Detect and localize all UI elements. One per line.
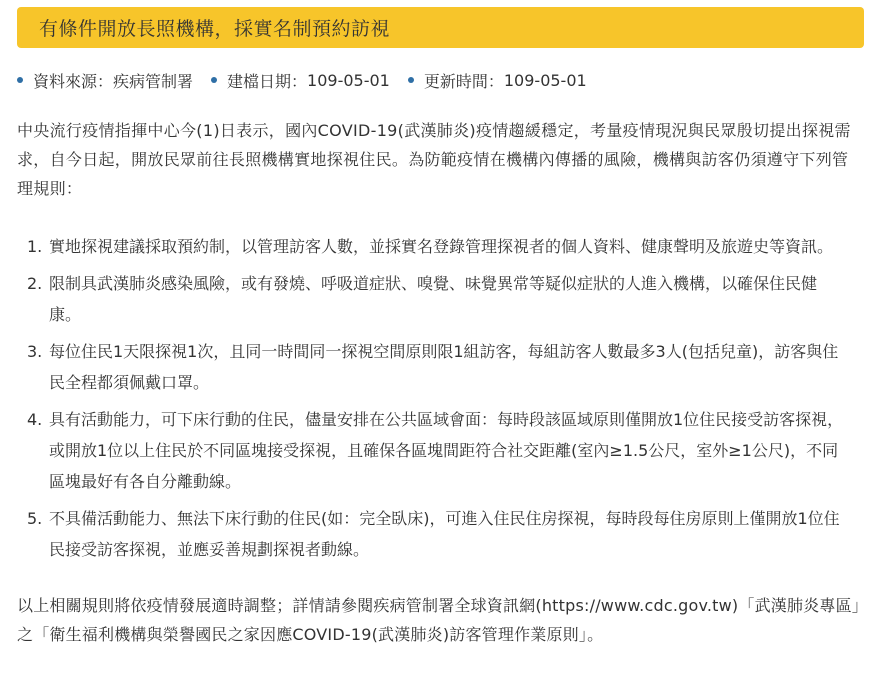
- rule-number: 4.: [27, 410, 43, 429]
- rule-item: [17, 503, 864, 565]
- article-content: [17, 116, 864, 649]
- rule-number: 5.: [27, 509, 43, 528]
- rule-item: [17, 231, 864, 262]
- rule-item: [17, 336, 864, 398]
- rule-item: [17, 404, 864, 497]
- rule-text: 具有活動能力，可下床行動的住民，儘量安排在公共區域會面：每時段該區域原則僅開放1位住民接受訪客探視，或開放1位以上住民於不同區塊接受探視，且確保各區塊間距符合社交距離(室內≥1.5公尺，室外≥1公尺)，不同區塊最好有各自分離動線。: [49, 410, 844, 491]
- rule-text: 限制具武漢肺炎感染風險，或有發燒、呼吸道症狀、嗅覺、味覺異常等疑似症狀的人進入機構，以確保住民健康。: [49, 274, 818, 324]
- rule-text: 每位住民1天限探視1次，且同一時間同一探視空間原則限1組訪客，每組訪客人數最多3人(包括兒童)，訪客與住民全程都須佩戴口罩。: [49, 342, 839, 392]
- rule-text: 實地探視建議採取預約制，以管理訪客人數，並採實名登錄管理探視者的個人資料、健康聲明及旅遊史等資訊。: [49, 237, 834, 256]
- meta-updated-value: 109-05-01: [503, 70, 587, 90]
- rule-text: 不具備活動能力、無法下床行動的住民(如：完全臥床)，可進入住民住房探視，每時段每住房原則上僅開放1位住民接受訪客探視，並應妥善規劃探視者動線。: [49, 509, 840, 559]
- footer-paragraph: 以上相關規則將依疫情發展適時調整；詳情請參閱疾病管制署全球資訊網(https://www.cdc.gov.tw)「武漢肺炎專區」之「衛生福利機構與榮譽國民之家因應COVID-19(武漢肺炎)訪客管理作業原則」。: [17, 596, 860, 644]
- bullet-icon: [408, 77, 414, 83]
- rules-list: [17, 231, 864, 565]
- rule-number: 2.: [27, 274, 43, 293]
- meta-source: [17, 69, 193, 92]
- intro-paragraph: 中央流行疫情指揮中心今(1)日表示，國內COVID-19(武漢肺炎)疫情趨緩穩定，考量疫情現況與民眾殷切提出探視需求，自今日起，開放民眾前往長照機構實地探視住民。為防範疫情在機構內傳播的風險，機構與訪客仍須遵守下列管理規則：: [17, 121, 851, 198]
- rule-number: 3.: [27, 342, 43, 361]
- title-bar: [17, 7, 864, 48]
- rule-item: [17, 268, 864, 330]
- meta-created-label: 建檔日期：: [227, 71, 308, 91]
- bullet-icon: [211, 77, 217, 83]
- meta-updated: [408, 69, 587, 92]
- meta-created: [211, 69, 390, 92]
- meta-row: [17, 68, 605, 92]
- meta-source-label: 資料來源：: [33, 71, 114, 91]
- meta-updated-label: 更新時間：: [423, 71, 504, 91]
- rule-number: 1.: [27, 237, 43, 256]
- meta-created-value: 109-05-01: [307, 70, 390, 90]
- page-title: 有條件開放長照機構，採實名制預約訪視: [39, 18, 391, 40]
- bullet-icon: [17, 77, 23, 83]
- meta-source-value: 疾病管制署: [113, 71, 194, 91]
